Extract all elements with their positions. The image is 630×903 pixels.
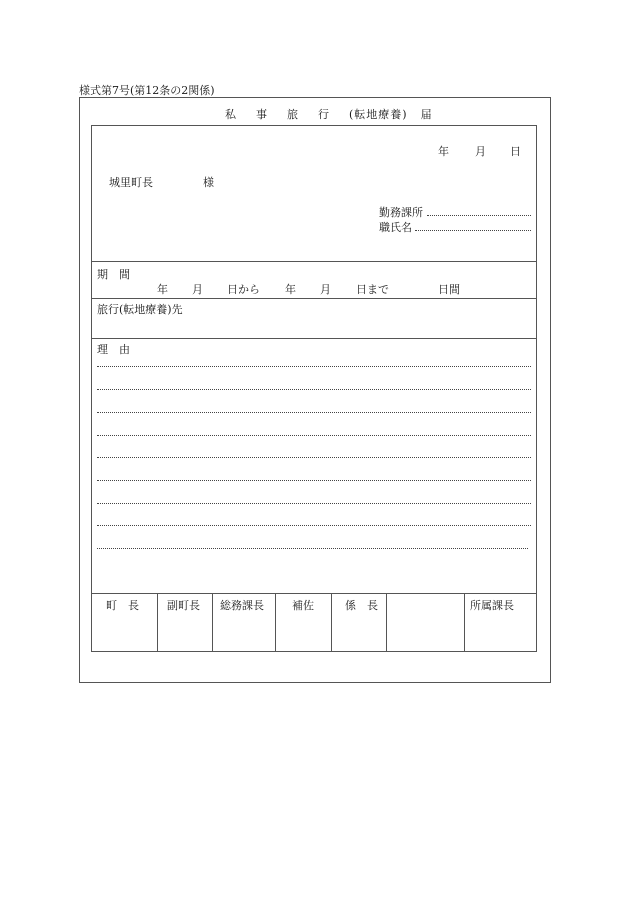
destination-label: 旅行(転地療養)先 (97, 303, 183, 316)
period-from-year: 年 (157, 283, 168, 296)
approval-assistant: 補佐 (292, 599, 314, 612)
period-to-month: 月 (320, 283, 331, 296)
reason-line[interactable] (97, 412, 531, 413)
title-char: 事 (256, 108, 268, 121)
approval-section-head: 係 長 (345, 599, 378, 612)
title-paren: (転地療養) (349, 108, 408, 121)
reason-line[interactable] (97, 480, 531, 481)
position-name-field[interactable] (415, 230, 531, 231)
reason-line[interactable] (97, 525, 531, 526)
stamp-divider (386, 593, 387, 652)
period-days: 日間 (438, 283, 460, 296)
reason-line[interactable] (97, 457, 531, 458)
stamp-divider (464, 593, 465, 652)
stamp-divider (275, 593, 276, 652)
stamp-divider (157, 593, 158, 652)
reason-line[interactable] (97, 548, 528, 549)
reason-line[interactable] (97, 389, 531, 390)
form-title (225, 106, 433, 122)
stamp-divider (331, 593, 332, 652)
date-month: 月 (475, 145, 486, 158)
stamp-divider (212, 593, 213, 652)
date-day: 日 (510, 145, 521, 158)
department-field[interactable] (427, 215, 531, 216)
approval-general-affairs-chief: 総務課長 (220, 599, 264, 612)
date-year: 年 (438, 145, 449, 158)
reason-line[interactable] (97, 366, 531, 367)
department-label: 勤務課所 (379, 206, 423, 219)
reason-label: 理 由 (97, 343, 130, 356)
addressee-honorific: 様 (203, 176, 214, 189)
divider (91, 261, 537, 262)
reason-line[interactable] (97, 503, 531, 504)
period-label: 期 間 (97, 268, 130, 281)
addressee-name: 城里町長 (109, 176, 153, 189)
divider (91, 298, 537, 299)
approval-deputy-mayor: 副町長 (167, 599, 200, 612)
title-char: 私 (225, 108, 237, 121)
title-char: 行 (318, 108, 330, 121)
period-from-day: 日から (227, 283, 260, 296)
period-from-month: 月 (192, 283, 203, 296)
form-number: 様式第7号(第12条の2関係) (79, 84, 215, 97)
approval-mayor: 町 長 (106, 599, 139, 612)
title-char: 旅 (287, 108, 299, 121)
period-to-year: 年 (285, 283, 296, 296)
position-name-label: 職氏名 (379, 221, 412, 234)
title-char: 届 (420, 108, 433, 121)
reason-line[interactable] (97, 435, 531, 436)
divider (91, 338, 537, 339)
approval-department-chief: 所属課長 (470, 599, 514, 612)
period-to-day: 日まで (356, 283, 389, 296)
